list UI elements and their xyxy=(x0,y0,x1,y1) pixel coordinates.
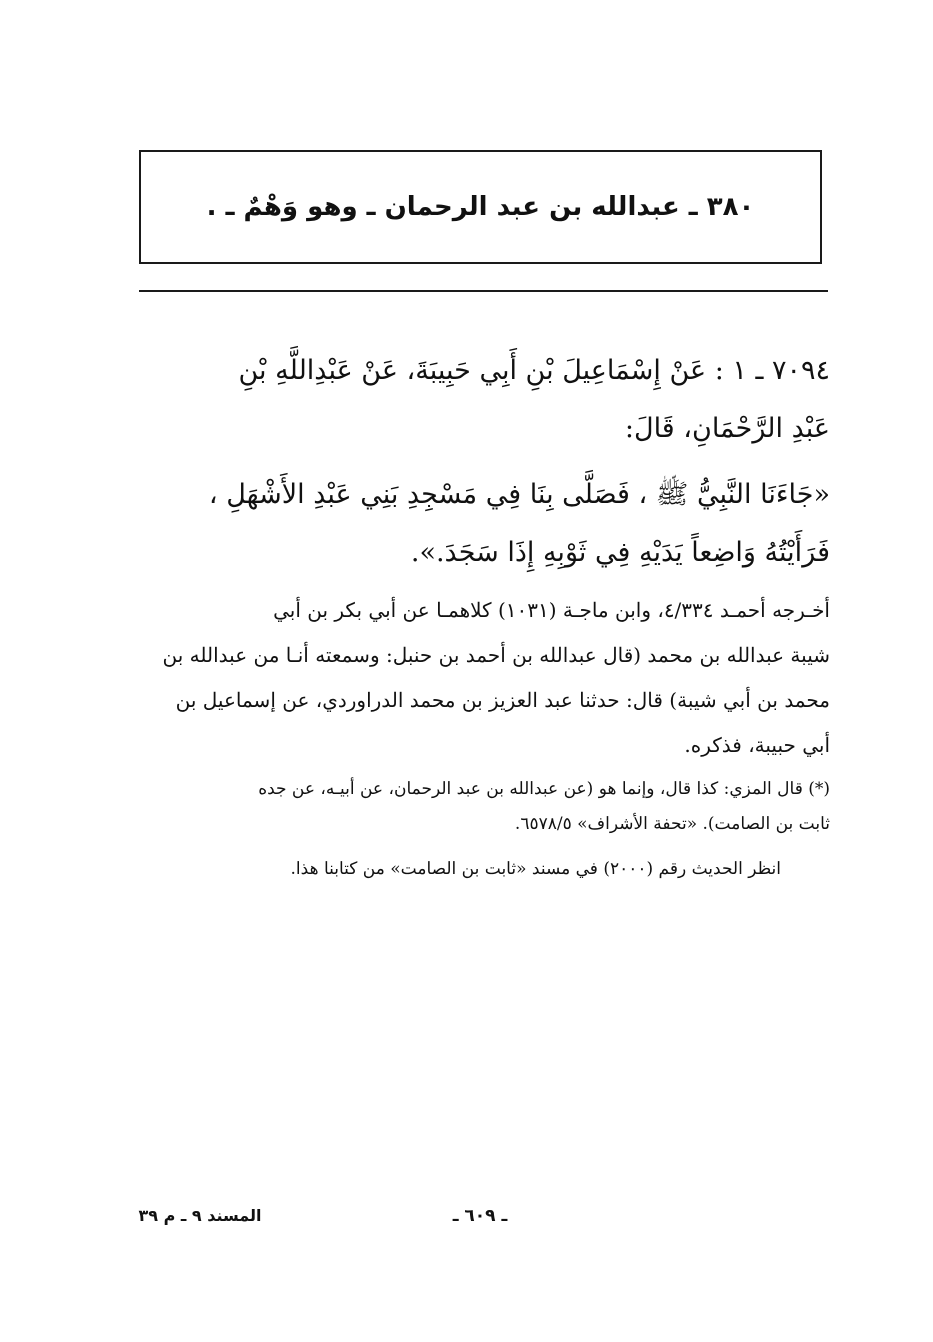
page-number: ـ ٦٠٩ ـ xyxy=(452,1206,508,1226)
footnote xyxy=(133,772,830,842)
hadith-text-line: فَرَأَيْتُهُ وَاضِعاً يَدَيْهِ فِي ثَوْبِهِ إِذَا سَجَدَ.». xyxy=(410,537,830,568)
chapter-heading-box xyxy=(139,150,822,264)
takhrij-line: شيبة عبدالله بن محمد (قال عبدالله بن أحمد بن حنبل: وسمعته أنـا من عبدالله بن xyxy=(162,643,830,667)
takhrij-paragraph xyxy=(133,588,830,768)
hadith-isnad xyxy=(133,342,830,458)
takhrij-line: أبي حبيبة، فذكره. xyxy=(684,733,830,757)
header-rule xyxy=(139,290,828,292)
hadith-text-line: «جَاءَنَا النَّبِيُّ ﷺ ، فَصَلَّى بِنَا فِي مَسْجِدِ بَنِي عَبْدِ الأَشْهَلِ ، xyxy=(208,479,830,510)
volume-signature: المسند ٩ ـ م ٣٩ xyxy=(138,1206,262,1225)
footnote-line: (*) قال المزي: كذا قال، وإنما هو (عن عبدالله بن عبد الرحمان، عن أبيـه، عن جده xyxy=(258,779,830,799)
cross-reference: انظر الحديث رقم (٢٠٠٠) في مسند «ثابت بن الصامت» من كتابنا هذا. xyxy=(290,859,781,879)
hadith-isnad-line: ٧٠٩٤ ـ ١ : عَنْ إِسْمَاعِيلَ بْنِ أَبِي حَبِيبَةَ، عَنْ عَبْدِاللَّهِ بْنِ xyxy=(238,355,830,386)
takhrij-line: محمد بن أبي شيبة) قال: حدثنا عبد العزيز بن محمد الدراوردي، عن إسماعيل بن xyxy=(175,688,830,712)
takhrij-line: أخـرجه أحمـد ٤/٣٣٤، وابن ماجـة (١٠٣١) كلاهمـا عن أبي بكر بن أبي xyxy=(273,598,830,622)
footnote-line: ثابت بن الصامت). «تحفة الأشراف» ٦٥٧٨/٥. xyxy=(514,814,830,834)
chapter-title: ٣٨٠ ـ عبدالله بن عبد الرحمان ـ وهو وَهْمٌ ـ . xyxy=(206,192,755,222)
hadith-isnad-line: عَبْدِ الرَّحْمَانِ، قَالَ: xyxy=(624,413,830,444)
hadith-text xyxy=(133,466,830,582)
